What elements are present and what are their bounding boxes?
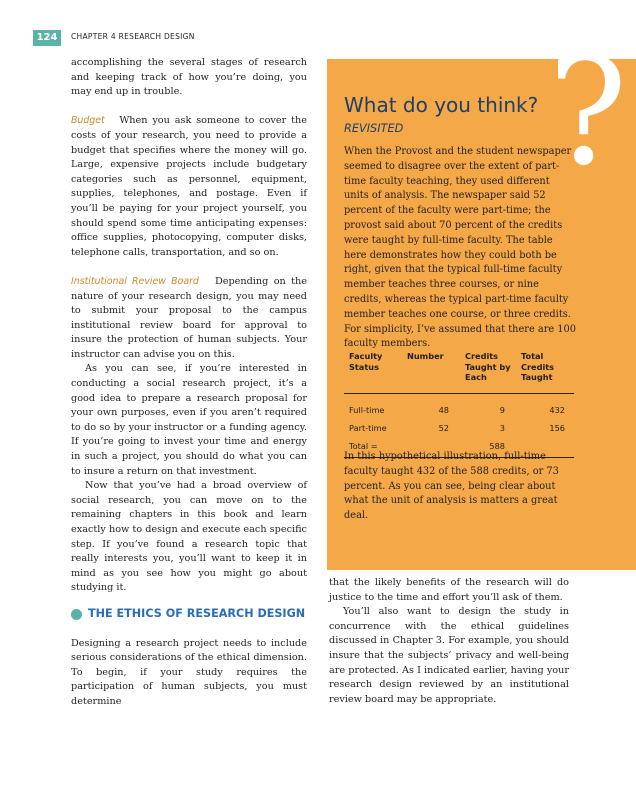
overview-paragraph: Now that you’ve had a broad overview of social research, you can move on to the remaining chapters in this book and learn exactly how to design and execute each specific step. If you’ve found a research topic that really interests you, you’ll want to keep it in mind as you see how you might go about studying it. bbox=[71, 480, 307, 594]
box-title: What do you think? bbox=[344, 93, 539, 117]
page-number: 124 bbox=[33, 30, 61, 46]
cell-credits-each: 3 bbox=[499, 423, 505, 433]
budget-paragraph bbox=[71, 114, 307, 260]
cell-number: 48 bbox=[438, 405, 449, 415]
cell-credits-each: 9 bbox=[499, 405, 505, 415]
left-column bbox=[71, 56, 307, 596]
col-header-total: Total Credits Taught bbox=[521, 351, 555, 382]
box-subtitle: REVISITED bbox=[344, 122, 404, 135]
box-conclusion: In this hypothetical illustration, full-time faculty taught 432 of the 588 credits, or 73 percent. As you can see, being clear about what the unit of analysis is matters a great deal. bbox=[344, 451, 559, 522]
cell-number: 52 bbox=[438, 423, 449, 433]
irb-paragraph bbox=[71, 275, 307, 363]
chapter-title: CHAPTER 4 RESEARCH DESIGN bbox=[71, 32, 195, 41]
benefits-paragraph: that the likely benefits of the research will do justice to the time and effort you’ll ask of them. bbox=[329, 577, 569, 603]
table-row bbox=[344, 419, 574, 437]
budget-lead: Budget bbox=[71, 115, 105, 127]
right-column bbox=[329, 576, 569, 707]
box-intro: When the Provost and the student newspaper seemed to disagree over the extent of part-time faculty teaching, they used different units of analysis. The newspaper said 52 percent of the faculty were part-time; the provost said about 70 percent of the credits were taught by full-time faculty. The table here demonstrates how they could both be right, given that the typical full-time faculty member teaches three courses, or nine credits, whereas the typical part-time faculty member teaches one course, or three credits. For simplicity, I’ve assumed that there are 100 faculty members. bbox=[344, 146, 576, 350]
cell-status: Part-time bbox=[349, 423, 387, 433]
total-value: 588 bbox=[489, 441, 505, 451]
irb-text: Depending on the nature of your research design, you may need to submit your proposal to the campus institutional review board for approval to insure the protection of human subjects. Your instructor can advise you on this. bbox=[71, 275, 307, 360]
bullet-dot-icon bbox=[71, 609, 82, 620]
table-rule-top bbox=[344, 393, 574, 394]
ethics-section bbox=[71, 607, 307, 709]
col-header-number: Number bbox=[407, 351, 444, 361]
guidelines-paragraph: You’ll also want to design the study in concurrence with the ethical guidelines discussed in Chapter 3. For example, you should insure that the subjects’ privacy and well-being are protected. As I indicated earlier, having your research design reviewed by an institutional review board may be appropriate. bbox=[329, 606, 569, 705]
total-label: Total = bbox=[349, 441, 378, 451]
intro-paragraph: accomplishing the several stages of research and keeping track of how you’re doing, you may end up in trouble. bbox=[71, 57, 307, 98]
cell-total: 156 bbox=[549, 423, 565, 433]
col-header-status: Faculty Status bbox=[349, 351, 383, 372]
budget-text: When you ask someone to cover the costs of your research, you need to provide a budget that specifies where the money will go. Large, expensive projects include budgetary categories such as personnel, equipment, supplies, telephones, and postage. Even if you’ll be paying for your project yourself, you should spend some time anticipating expenses: office supplies, photocopying, computer disks, telephone calls, transportation, and so on. bbox=[71, 115, 307, 258]
col-header-credits-each: Credits Taught by Each bbox=[465, 351, 511, 382]
cell-total: 432 bbox=[549, 405, 565, 415]
table-header-row bbox=[344, 349, 574, 395]
irb-lead: Institutional Review Board bbox=[71, 275, 199, 287]
section-heading-row bbox=[71, 607, 307, 621]
social-research-paragraph: As you can see, if you’re interested in conducting a social research project, it’s a good idea to prepare a research proposal for your own purposes, even if you aren’t required to do so by your instructor or a funding agency. If you’re going to invest your time and energy in such a project, you should do what you can to insure a return on that investment. bbox=[71, 363, 307, 477]
faculty-table bbox=[344, 349, 574, 455]
page-header bbox=[0, 0, 636, 46]
table-row bbox=[344, 401, 574, 419]
cell-status: Full-time bbox=[349, 405, 385, 415]
ethics-paragraph: Designing a research project needs to include serious considerations of the ethical dimension. To begin, if your study requires the participation of human subjects, you must determine bbox=[71, 637, 307, 707]
question-mark-icon: ? bbox=[548, 26, 628, 198]
section-heading: THE ETHICS OF RESEARCH DESIGN bbox=[88, 607, 306, 620]
